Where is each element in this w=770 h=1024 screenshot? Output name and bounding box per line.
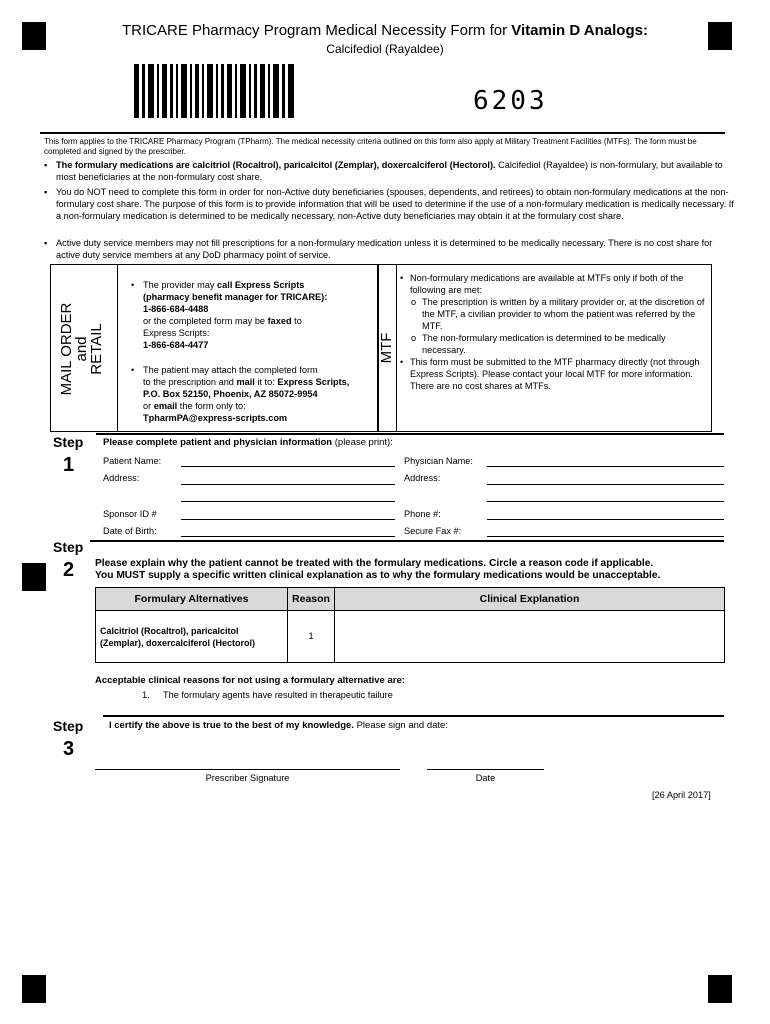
header-formulary-alternatives: Formulary Alternatives: [96, 588, 288, 611]
prescriber-signature-label: Prescriber Signature: [205, 773, 290, 783]
secure-fax-field[interactable]: [487, 536, 724, 537]
form-number: 6203: [473, 86, 548, 116]
mail-order-retail-label: MAIL ORDER and RETAIL: [58, 302, 105, 396]
signature-date-field[interactable]: [427, 769, 544, 770]
step-3-number: 3: [63, 738, 75, 760]
step-2-instructions: Please explain why the patient cannot be treated with the formulary medications. Circle a reason code if applicable. You MUST supply a specific written clinical explanation as to why the formulary medications would be unacceptable.: [95, 558, 661, 581]
physician-address-field-1[interactable]: [487, 484, 724, 485]
certification-statement: I certify the above is true to the best of my knowledge. Please sign and date:: [109, 720, 448, 731]
cell-clinical-explanation[interactable]: [335, 611, 725, 663]
step-1-instructions: Please complete patient and physician information (please print):: [103, 437, 393, 448]
step-2-number: 2: [63, 559, 75, 581]
mtf-label: MTF: [378, 332, 395, 364]
sponsor-id-field[interactable]: [181, 519, 395, 520]
step-3-divider: [103, 715, 724, 717]
patient-address-field-2[interactable]: [181, 501, 395, 502]
cell-reason-code[interactable]: 1: [288, 611, 335, 663]
express-scripts-fax: 1-866-684-4477: [143, 340, 209, 350]
mail-order-instructions: • The provider may call Express Scripts (pharmacy benefit manager for TRICARE): 1-866-684-4488 or the completed form may be faxed to Express Scripts: 1-866-684-4477 • The patient may attach the completed form to the prescription and mail it to: Express Scripts, P.O. Box 52150, Phoenix, AZ 85072-9954 or email the form only to: TpharmPA@express-scripts.com: [131, 280, 350, 423]
patient-address-field-1[interactable]: [181, 484, 395, 485]
express-scripts-phone: 1-866-684-4488: [143, 304, 209, 314]
bullet-marker: ▪: [44, 238, 48, 248]
prescriber-signature-field[interactable]: [95, 769, 400, 770]
signature-date-label: Date: [475, 773, 496, 783]
phone-field[interactable]: [487, 519, 724, 520]
reason-1-number: 1.: [142, 690, 150, 700]
step-1-divider: [96, 433, 724, 435]
step-2-divider: [90, 540, 724, 542]
bullet-marker: ▪: [44, 160, 48, 170]
header-clinical-explanation: Clinical Explanation: [335, 588, 725, 611]
form-subtitle: Calcifediol (Rayaldee): [326, 42, 444, 56]
step-1-number: 1: [63, 454, 75, 476]
physician-name-label: Physician Name:: [404, 456, 473, 466]
barcode: [134, 64, 296, 118]
secure-fax-label: Secure Fax #:: [404, 526, 462, 536]
date-of-birth-field[interactable]: [181, 536, 395, 537]
reason-1-text: The formulary agents have resulted in therapeutic failure: [163, 690, 393, 700]
formulary-alternatives-table: [95, 587, 725, 663]
mtf-instructions: • Non-formulary medications are available at MTFs only if both of the following are met: o The prescription is written by a military provider or, at the discretion of the MTF, a civilian provider to whom the patient was referred by the MTF. o The non-formulary medication is determined to be medically necessary. • This form must be submitted to the MTF pharmacy directly (not through Express Scripts). Please contact your local MTF for more information. There are no cost shares at MTFs.: [400, 273, 705, 391]
date-of-birth-label: Date of Birth:: [103, 526, 157, 536]
bullet-marker: ▪: [44, 187, 48, 197]
patient-name-field[interactable]: [181, 466, 395, 467]
sponsor-id-label: Sponsor ID #: [103, 509, 157, 519]
phone-label: Phone #:: [404, 509, 441, 519]
registration-mark-bottom-left: [22, 975, 46, 1003]
physician-name-field[interactable]: [487, 466, 724, 467]
step-2-label: Step: [53, 539, 84, 555]
patient-name-label: Patient Name:: [103, 456, 162, 466]
mail-order-divider: [117, 264, 118, 432]
registration-mark-bottom-right: [708, 975, 732, 1003]
registration-mark-mid-left: [22, 563, 46, 591]
step-1-label: Step: [53, 434, 84, 450]
physician-address-label: Address:: [404, 473, 441, 483]
form-revision-date: [26 April 2017]: [652, 790, 711, 800]
intro-text: This form applies to the TRICARE Pharmacy Program (TPharm). The medical necessity criteria outlined on this form also apply at Military Treatment Facilities (MTFs). The form must be completed and signed by the prescriber.: [44, 137, 697, 156]
step-3-label: Step: [53, 718, 84, 734]
mtf-divider: [396, 264, 397, 432]
acceptable-reasons-title: Acceptable clinical reasons for not using a formulary alternative are:: [95, 675, 405, 686]
bullet-formulary: ▪ The formulary medications are calcitriol (Rocaltrol), paricalcitol (Zemplar), doxercalciferol (Hectorol). Calcifediol (Rayaldee) is non-formulary, but available to most beneficiaries at the non-formulary cost share.: [44, 160, 723, 182]
header-reason: Reason: [288, 588, 335, 611]
bullet-active-duty: ▪ Active duty service members may not fill prescriptions for a non-formulary medication unless it is determined to be medically necessary. There is no cost share for active duty service members at any DoD pharmacy point of service.: [44, 238, 713, 260]
patient-address-label: Address:: [103, 473, 140, 483]
header-divider: [40, 132, 725, 134]
bullet-non-active-duty: ▪ You do NOT need to complete this form in order for non-Active duty beneficiaries (spouses, dependents, and retirees) to obtain non-formulary medications at the non-formulary cost share. The purpose of this form is to provide information that will be used to determine if the use of a non-formulary medication is medically necessary. If a non-formulary medication is determined to be medically necessary, non-Active duty beneficiaries may obtain it at the formulary cost share.: [44, 187, 734, 221]
express-scripts-email[interactable]: TpharmPA@express-scripts.com: [143, 413, 288, 423]
form-title: TRICARE Pharmacy Program Medical Necessity Form for Vitamin D Analogs:: [122, 22, 648, 39]
physician-address-field-2[interactable]: [487, 501, 724, 502]
cell-formulary-alternatives: Calcitriol (Rocaltrol), paricalcitol (Zemplar), doxercalciferol (Hectorol): [96, 611, 288, 663]
